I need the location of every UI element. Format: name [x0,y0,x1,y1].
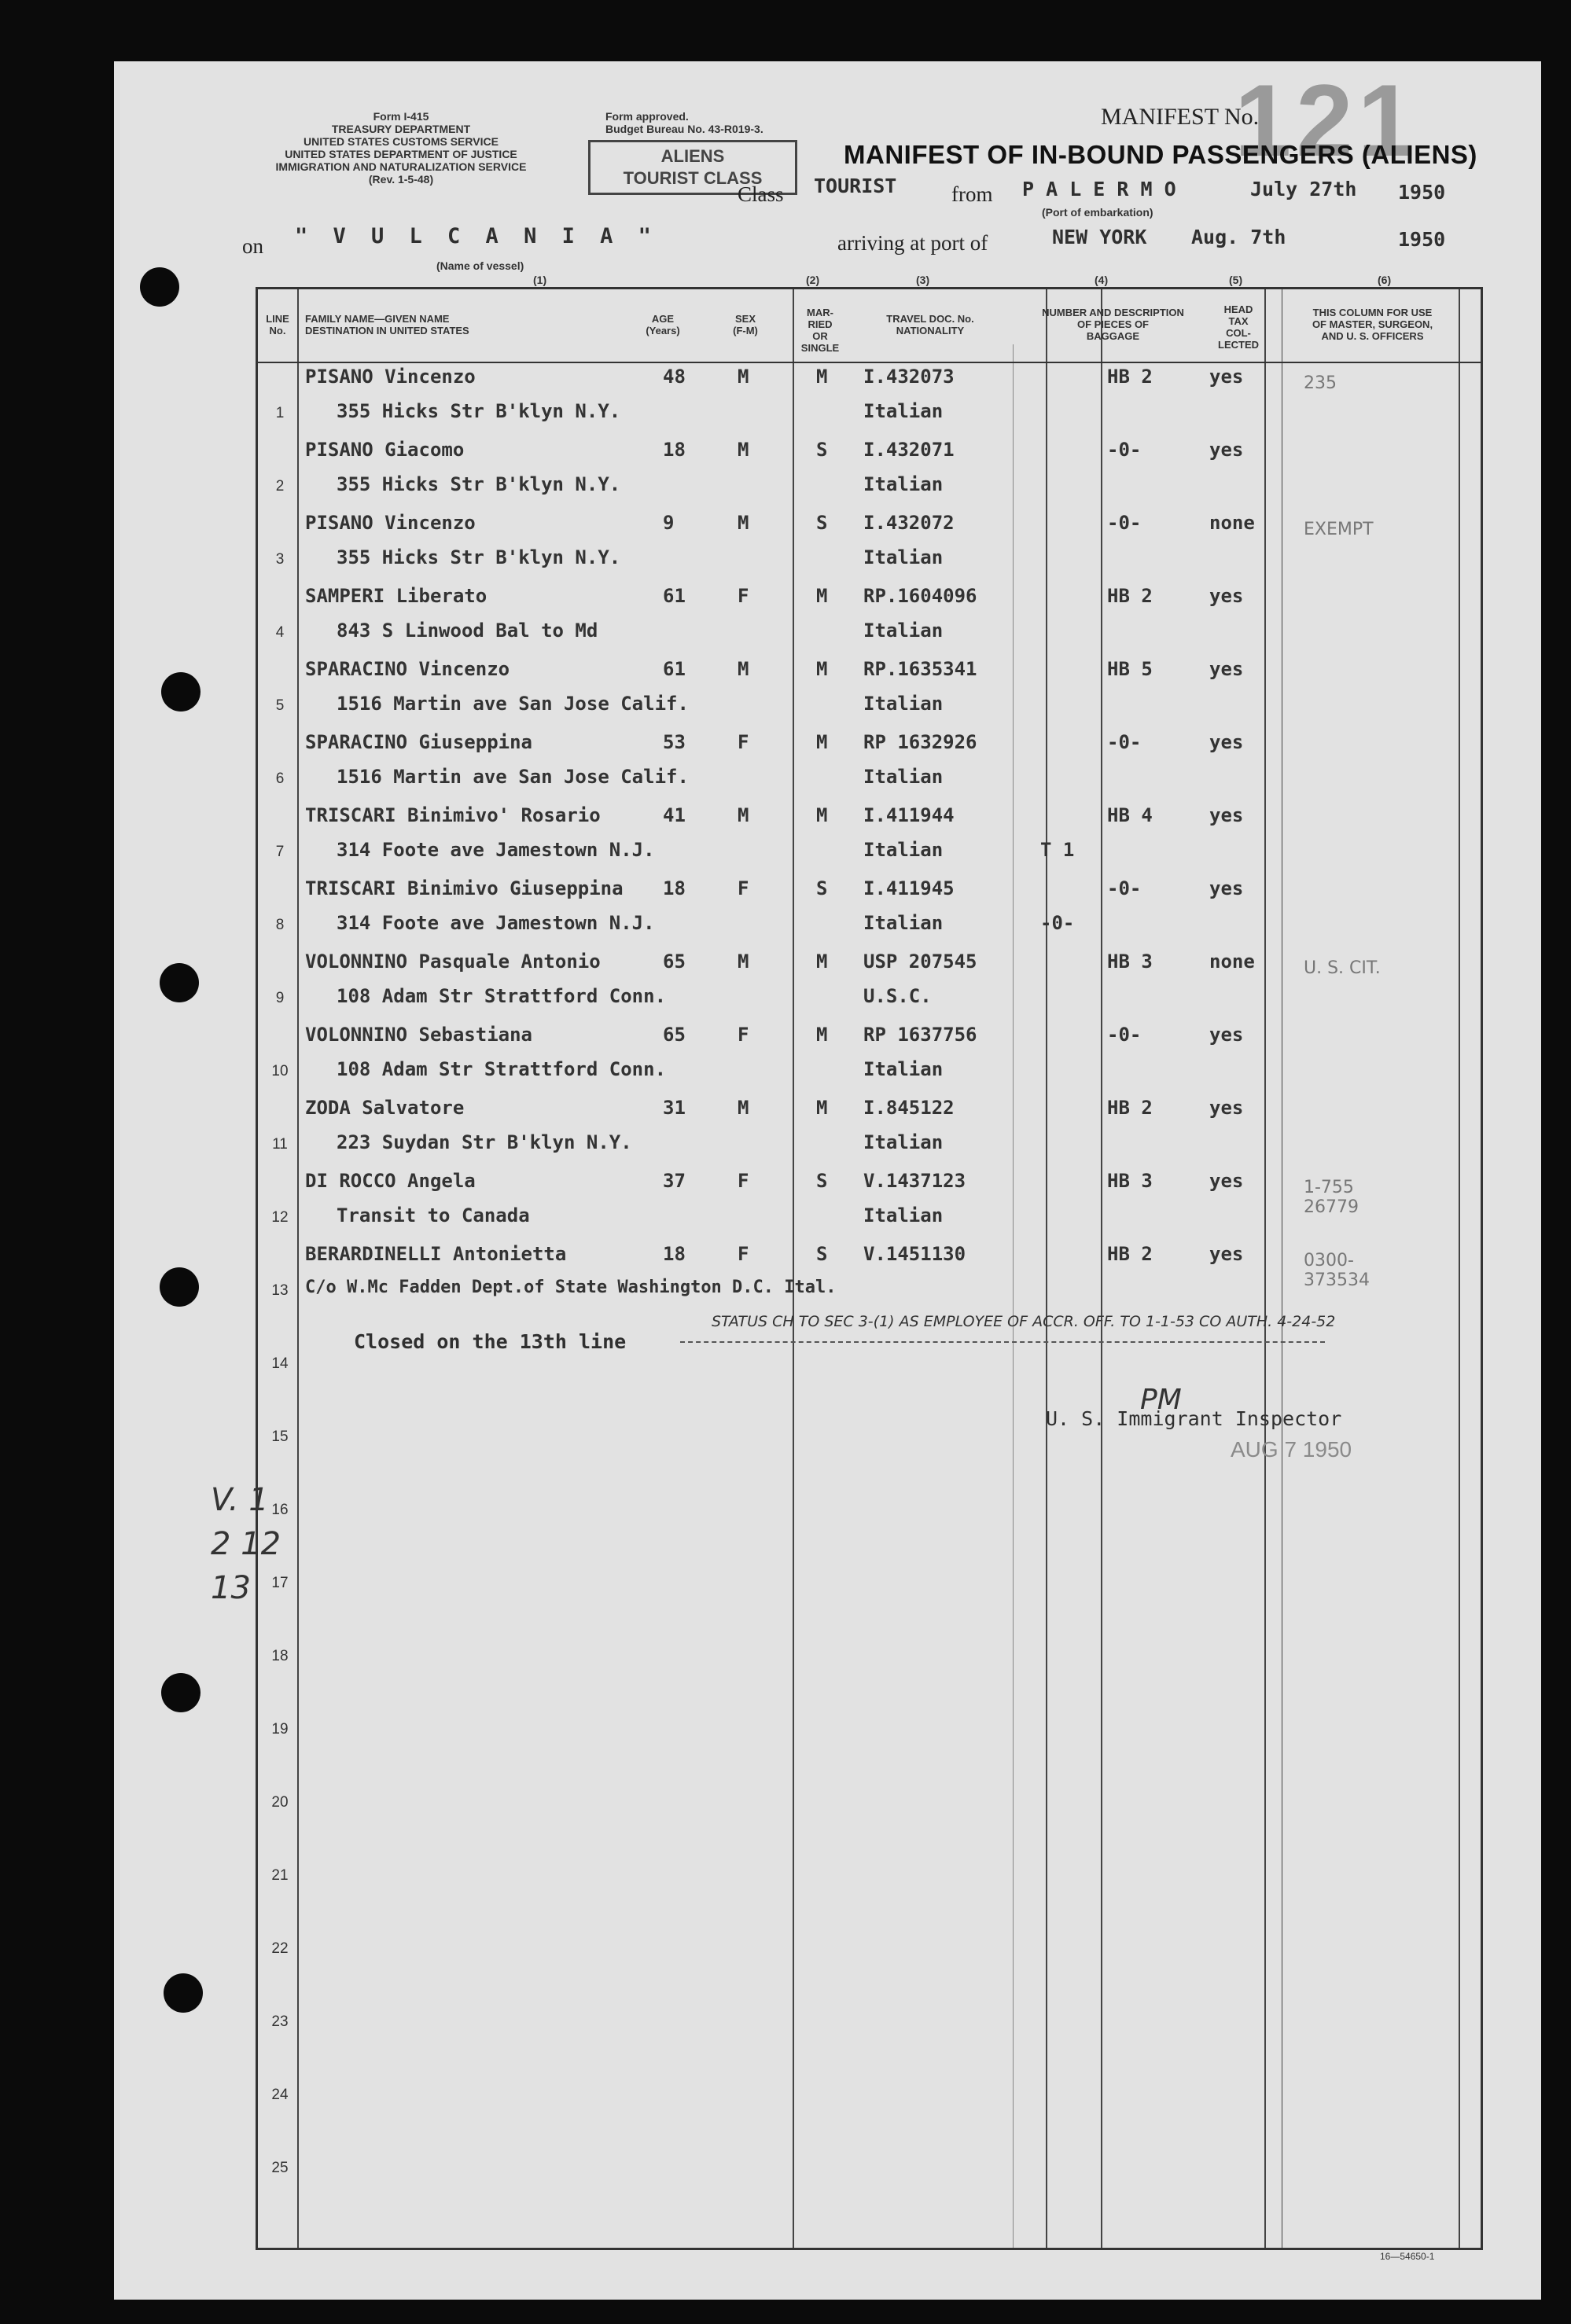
line-number: 21 [271,1867,289,1884]
vessel-caption: (Name of vessel) [436,259,524,272]
age: 65 [663,951,686,973]
passenger-name: ZODA Salvatore [305,1097,465,1119]
table-row [258,437,1481,510]
line-number: 2 [275,478,285,495]
sex: M [738,366,749,388]
destination: 355 Hicks Str B'klyn N.Y. [337,400,621,422]
punch-hole [160,963,199,1002]
port-of-embarkation: P A L E R M O [1022,178,1176,200]
baggage: HB 2 [1107,1243,1153,1265]
head-tax: yes [1209,439,1244,461]
line-number: 24 [271,2087,289,2103]
col-num-1: (1) [533,274,547,286]
sex: F [738,1024,749,1046]
head-tax: yes [1209,1170,1244,1192]
officer-notes: 0300- 373534 [1304,1251,1370,1290]
head-tax: yes [1209,731,1244,753]
passenger-name: SPARACINO Vincenzo [305,658,510,680]
sex: F [738,1170,749,1192]
date-stamp: AUG 7 1950 [1231,1437,1352,1462]
marital-status: M [816,658,828,680]
destination: 314 Foote ave Jamestown N.J. [337,912,655,934]
baggage: HB 3 [1107,1170,1153,1192]
line-number: 12 [271,1209,289,1226]
destination: 1516 Martin ave San Jose Calif. [337,766,689,788]
table-row [258,364,1481,437]
punch-hole [161,672,201,712]
baggage: -0- [1107,1024,1142,1046]
manifest-number-stamp: 121 [1234,63,1419,178]
travel-doc-number: I.432072 [863,512,955,534]
travel-doc-number: I.411944 [863,804,955,826]
baggage: HB 4 [1107,804,1153,826]
table-row [258,583,1481,656]
departure-date: July 27th [1250,178,1357,200]
arrival-date: Aug. 7th [1191,226,1286,248]
table-row-empty [258,2046,1481,2119]
destination: 223 Suydan Str B'klyn N.Y. [337,1131,632,1153]
baggage: -0- [1107,512,1142,534]
baggage: -0- [1107,731,1142,753]
from-label: from [951,182,993,206]
destination: C/o W.Mc Fadden Dept.of State Washington D.C. Ital. [305,1278,837,1297]
baggage: HB 2 [1107,366,1153,388]
sex: M [738,512,749,534]
travel-doc-number: RP 1632926 [863,731,977,753]
col-num-5: (5) [1229,274,1243,286]
travel-doc-number: RP.1604096 [863,585,977,607]
age: 31 [663,1097,686,1119]
passenger-name: TRISCARI Binimivo Giuseppina [305,877,624,899]
age: 37 [663,1170,686,1192]
sex: F [738,1243,749,1265]
nationality: Italian [863,546,944,568]
margin-notes: V. 1 2 12 13 [211,1482,281,1606]
passenger-name: DI ROCCO Angela [305,1170,476,1192]
arriving-label: arriving at port of [837,231,988,255]
age: 65 [663,1024,686,1046]
line-number: 6 [275,770,285,787]
baggage: -0- [1107,439,1142,461]
table-row-empty [258,1899,1481,1973]
sex: F [738,731,749,753]
table-row [258,949,1481,1022]
sex: M [738,658,749,680]
class-label: Class [738,182,784,206]
nationality: Italian [863,400,944,422]
sex: M [738,439,749,461]
punch-hole [140,267,179,307]
line-number: 11 [272,1136,288,1153]
marital-status: S [816,512,828,534]
age: 61 [663,658,686,680]
departure-year: 1950 [1398,181,1446,204]
table-row [258,1095,1481,1168]
inspector-caption: U. S. Immigrant Inspector [1046,1407,1342,1430]
sex: F [738,585,749,607]
line-number: 7 [275,844,285,860]
nationality: Italian [863,839,944,861]
line-number: 16 [271,1502,289,1518]
punch-hole [161,1673,201,1712]
passenger-name: BERARDINELLI Antonietta [305,1243,567,1265]
table-row [258,1241,1481,1315]
passenger-name: VOLONNINO Pasquale Antonio [305,951,601,973]
head-tax: none [1209,512,1255,534]
table-row [258,656,1481,730]
marital-status: M [816,366,828,388]
line-number: 17 [271,1575,289,1591]
table-row-empty [258,1534,1481,1607]
travel-doc-number: RP 1637756 [863,1024,977,1046]
class-stamp: ALIENS TOURIST CLASS [588,140,797,195]
officer-notes: 235 [1304,373,1337,393]
hdr-name: FAMILY NAME—GIVEN NAME DESTINATION IN UNITED STATES [305,313,469,336]
baggage: HB 3 [1107,951,1153,973]
table-row-empty [258,1973,1481,2046]
officer-notes: U. S. CIT. [1304,958,1381,978]
age: 9 [663,512,675,534]
page-title: MANIFEST OF IN-BOUND PASSENGERS (ALIENS) [844,140,1477,169]
baggage: -0- [1107,877,1142,899]
age: 18 [663,439,686,461]
trunk-count: -0- [1040,912,1075,934]
vessel-name: " V U L C A N I A " [295,224,657,248]
travel-doc-number: I.411945 [863,877,955,899]
manifest-table [256,287,1483,2250]
destination: 108 Adam Str Strattford Conn. [337,1058,667,1080]
officer-notes: EXEMPT [1304,520,1374,539]
travel-doc-number: USP 207545 [863,951,977,973]
line-number: 15 [271,1429,289,1445]
travel-doc-number: I.845122 [863,1097,955,1119]
marital-status: M [816,951,828,973]
trunk-count: T 1 [1040,839,1075,861]
sex: M [738,804,749,826]
hdr-sex: SEX (F-M) [733,313,758,336]
marital-status: M [816,731,828,753]
marital-status: S [816,1170,828,1192]
line-number: 5 [275,697,285,714]
sex: F [738,877,749,899]
line-number: 23 [271,2013,289,2030]
baggage: HB 5 [1107,658,1153,680]
nationality: Italian [863,912,944,934]
on-label: on [242,234,263,258]
marital-status: M [816,585,828,607]
marital-status: M [816,1024,828,1046]
head-tax: yes [1209,804,1244,826]
nationality: Italian [863,1058,944,1080]
budget-approval: Form approved. Budget Bureau No. 43-R019-3. [605,110,763,135]
header-rule [258,362,1481,363]
table-row-empty [258,1607,1481,1680]
head-tax: yes [1209,585,1244,607]
port-caption: (Port of embarkation) [1042,206,1153,219]
hdr-married: MAR- RIED OR SINGLE [800,307,840,354]
line-number: 19 [271,1721,289,1737]
table-row-empty [258,2119,1481,2192]
col-num-3: (3) [916,274,930,286]
form-block: Form I-415 TREASURY DEPARTMENT UNITED STATES CUSTOMS SERVICE UNITED STATES DEPARTMENT OF JUSTICE IMMIGRATION AND NATURALIZATION SERVICE (Rev. 1-5-48) [275,110,527,186]
destination: Transit to Canada [337,1204,530,1226]
line-number: 8 [275,917,285,933]
table-row-empty [258,1826,1481,1899]
head-tax: yes [1209,366,1244,388]
line-number: 13 [271,1282,289,1299]
age: 18 [663,877,686,899]
manifest-number-label: MANIFEST No. [1101,104,1260,130]
travel-doc-number: V.1451130 [863,1243,966,1265]
sex: M [738,951,749,973]
head-tax: yes [1209,1243,1244,1265]
col-num-6: (6) [1378,274,1392,286]
travel-doc-number: RP.1635341 [863,658,977,680]
sex: M [738,1097,749,1119]
strike-through [680,1341,1325,1343]
travel-doc-number: I.432073 [863,366,955,388]
nationality: U.S.C. [863,985,932,1007]
head-tax: yes [1209,658,1244,680]
travel-doc-number: V.1437123 [863,1170,966,1192]
passenger-name: PISANO Giacomo [305,439,465,461]
table-row-empty [258,1461,1481,1534]
line-number: 9 [275,990,285,1006]
punch-hole [164,1973,203,2013]
class-value: TOURIST [814,175,897,197]
marital-status: M [816,804,828,826]
head-tax: yes [1209,1097,1244,1119]
line-number: 4 [275,624,285,641]
table-row [258,1022,1481,1095]
col-num-2: (2) [806,274,820,286]
age: 61 [663,585,686,607]
nationality: Italian [863,693,944,715]
age: 18 [663,1243,686,1265]
hdr-age: AGE (Years) [646,313,680,336]
head-tax: none [1209,951,1255,973]
line-number: 22 [271,1940,289,1957]
closed-line-note: Closed on the 13th line [354,1330,627,1353]
baggage: HB 2 [1107,585,1153,607]
table-row [258,1168,1481,1241]
baggage: HB 2 [1107,1097,1153,1119]
table-row-empty [258,1753,1481,1826]
punch-hole [160,1267,199,1307]
hdr-officers: THIS COLUMN FOR USE OF MASTER, SURGEON, AND U. S. OFFICERS [1312,307,1433,342]
table-row-empty [258,1680,1481,1753]
destination: 108 Adam Str Strattford Conn. [337,985,667,1007]
destination: 843 S Linwood Bal to Md [337,620,598,642]
line-number: 18 [271,1648,289,1664]
destination: 355 Hicks Str B'klyn N.Y. [337,473,621,495]
destination: 355 Hicks Str B'klyn N.Y. [337,546,621,568]
nationality: Italian [863,1204,944,1226]
passenger-name: VOLONNINO Sebastiana [305,1024,532,1046]
line-number: 25 [271,2160,289,2176]
head-tax: yes [1209,877,1244,899]
marital-status: S [816,1243,828,1265]
head-tax: yes [1209,1024,1244,1046]
passenger-name: PISANO Vincenzo [305,512,476,534]
destination: 314 Foote ave Jamestown N.J. [337,839,655,861]
line-number: 1 [275,405,285,421]
hdr-baggage: NUMBER AND DESCRIPTION OF PIECES OF BAGGAGE [1042,307,1184,342]
hdr-headtax: HEAD TAX COL- LECTED [1218,303,1259,351]
nationality: Italian [863,620,944,642]
hdr-line: LINE No. [266,313,289,336]
table-row [258,803,1481,876]
form-code: 16—54650-1 [1380,2251,1435,2262]
line-number: 10 [271,1063,289,1079]
marital-status: S [816,439,828,461]
hdr-travel: TRAVEL DOC. No. NATIONALITY [886,313,974,336]
status-note: STATUS CH TO SEC 3-(1) AS EMPLOYEE OF ACCR. OFF. TO 1-1-53 CO AUTH. 4-24-52 [712,1313,1336,1330]
nationality: Italian [863,473,944,495]
age: 48 [663,366,686,388]
nationality: Italian [863,766,944,788]
arrival-port: NEW YORK [1052,226,1147,248]
age: 41 [663,804,686,826]
passenger-name: PISANO Vincenzo [305,366,476,388]
inspector-initials: PM [1140,1384,1182,1416]
table-row [258,510,1481,583]
passenger-name: SPARACINO Giuseppina [305,731,532,753]
marital-status: S [816,877,828,899]
age: 53 [663,731,686,753]
table-row [258,730,1481,803]
table-row [258,876,1481,949]
nationality: Italian [863,1131,944,1153]
col-num-4: (4) [1095,274,1109,286]
destination: 1516 Martin ave San Jose Calif. [337,693,689,715]
line-number: 14 [271,1355,289,1372]
marital-status: M [816,1097,828,1119]
line-number: 20 [271,1794,289,1811]
arrival-year: 1950 [1398,228,1446,251]
passenger-name: SAMPERI Liberato [305,585,487,607]
officer-notes: 1-755 26779 [1304,1178,1359,1217]
line-number: 3 [275,551,285,568]
travel-doc-number: I.432071 [863,439,955,461]
passenger-name: TRISCARI Binimivo' Rosario [305,804,601,826]
